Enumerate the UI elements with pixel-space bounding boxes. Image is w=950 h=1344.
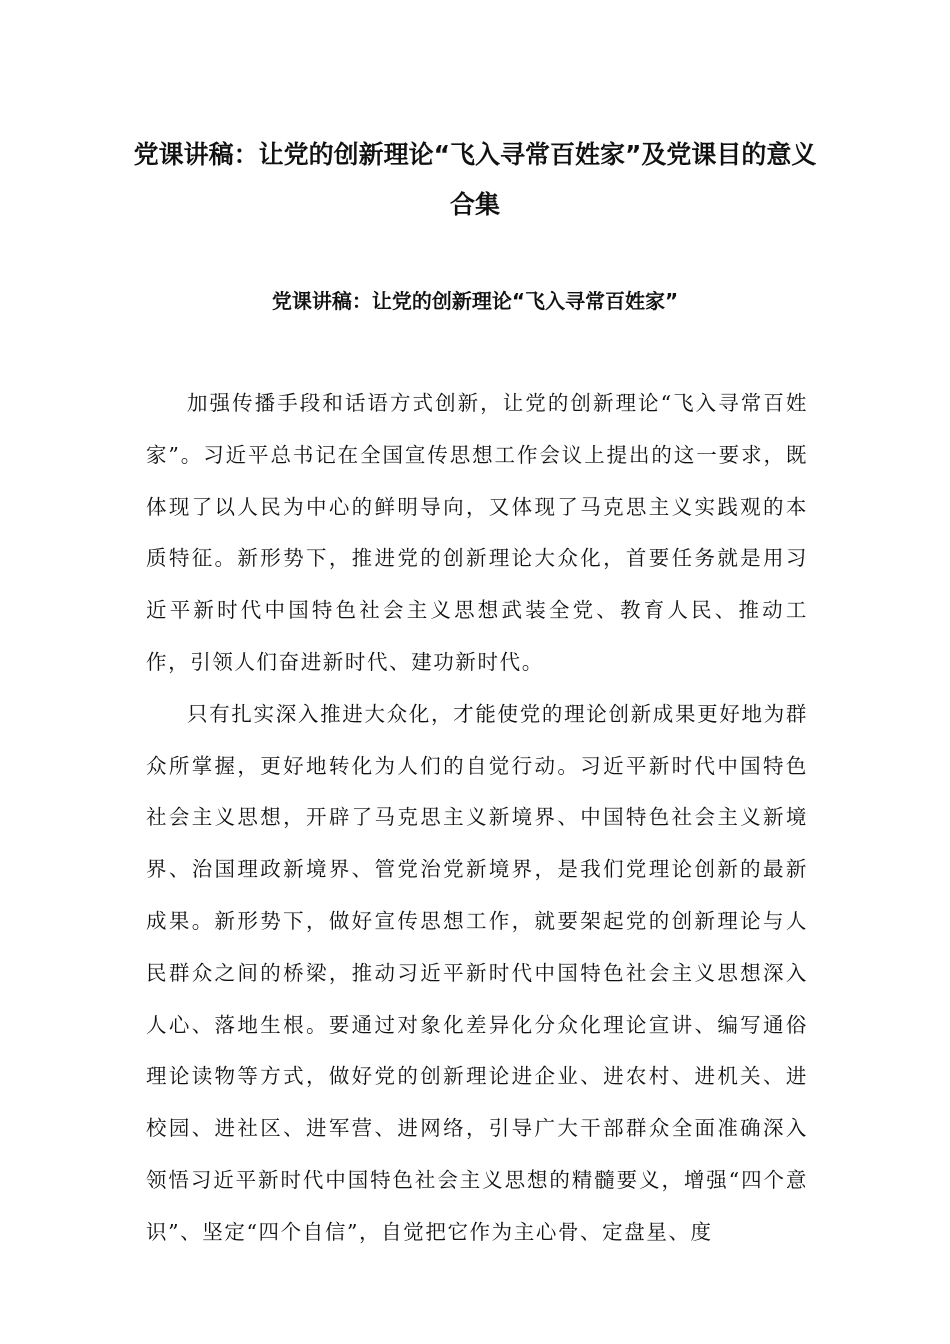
body-text <box>146 378 808 1259</box>
paragraph: 加强传播手段和话语方式创新，让党的创新理论“飞入寻常百姓家”。习近平总书记在全国宣传思想工作会议上提出的这一要求，既体现了以人民为中心的鲜明导向，又体现了马克思主义实践观的本质特征。新形势下，推进党的创新理论大众化，首要任务就是用习近平新时代中国特色社会主义思想武装全党、教育人民、推动工作，引领人们奋进新时代、建功新时代。 <box>146 391 808 674</box>
section-heading: 党课讲稿：让党的创新理论“飞入寻常百姓家” <box>271 289 679 313</box>
document-title: 党课讲稿：让党的创新理论“飞入寻常百姓家”及党课目的意义合集 <box>133 140 817 219</box>
paragraph: 只有扎实深入推进大众化，才能使党的理论创新成果更好地为群众所掌握，更好地转化为人们的自觉行动。习近平新时代中国特色社会主义思想，开辟了马克思主义新境界、中国特色社会主义新境界、治国理政新境界、管党治党新境界，是我们党理论创新的最新成果。新形势下，做好宣传思想工作，就要架起党的创新理论与人民群众之间的桥梁，推动习近平新时代中国特色社会主义思想深入人心、落地生根。要通过对象化差异化分众化理论宣讲、编写通俗理论读物等方式，做好党的创新理论进企业、进农村、进机关、进校园、进社区、进军营、进网络，引导广大干部群众全面准确深入领悟习近平新时代中国特色社会主义思想的精髓要义，增强“四个意识”、坚定“四个自信”，自觉把它作为主心骨、定盘星、度 <box>146 701 808 1244</box>
